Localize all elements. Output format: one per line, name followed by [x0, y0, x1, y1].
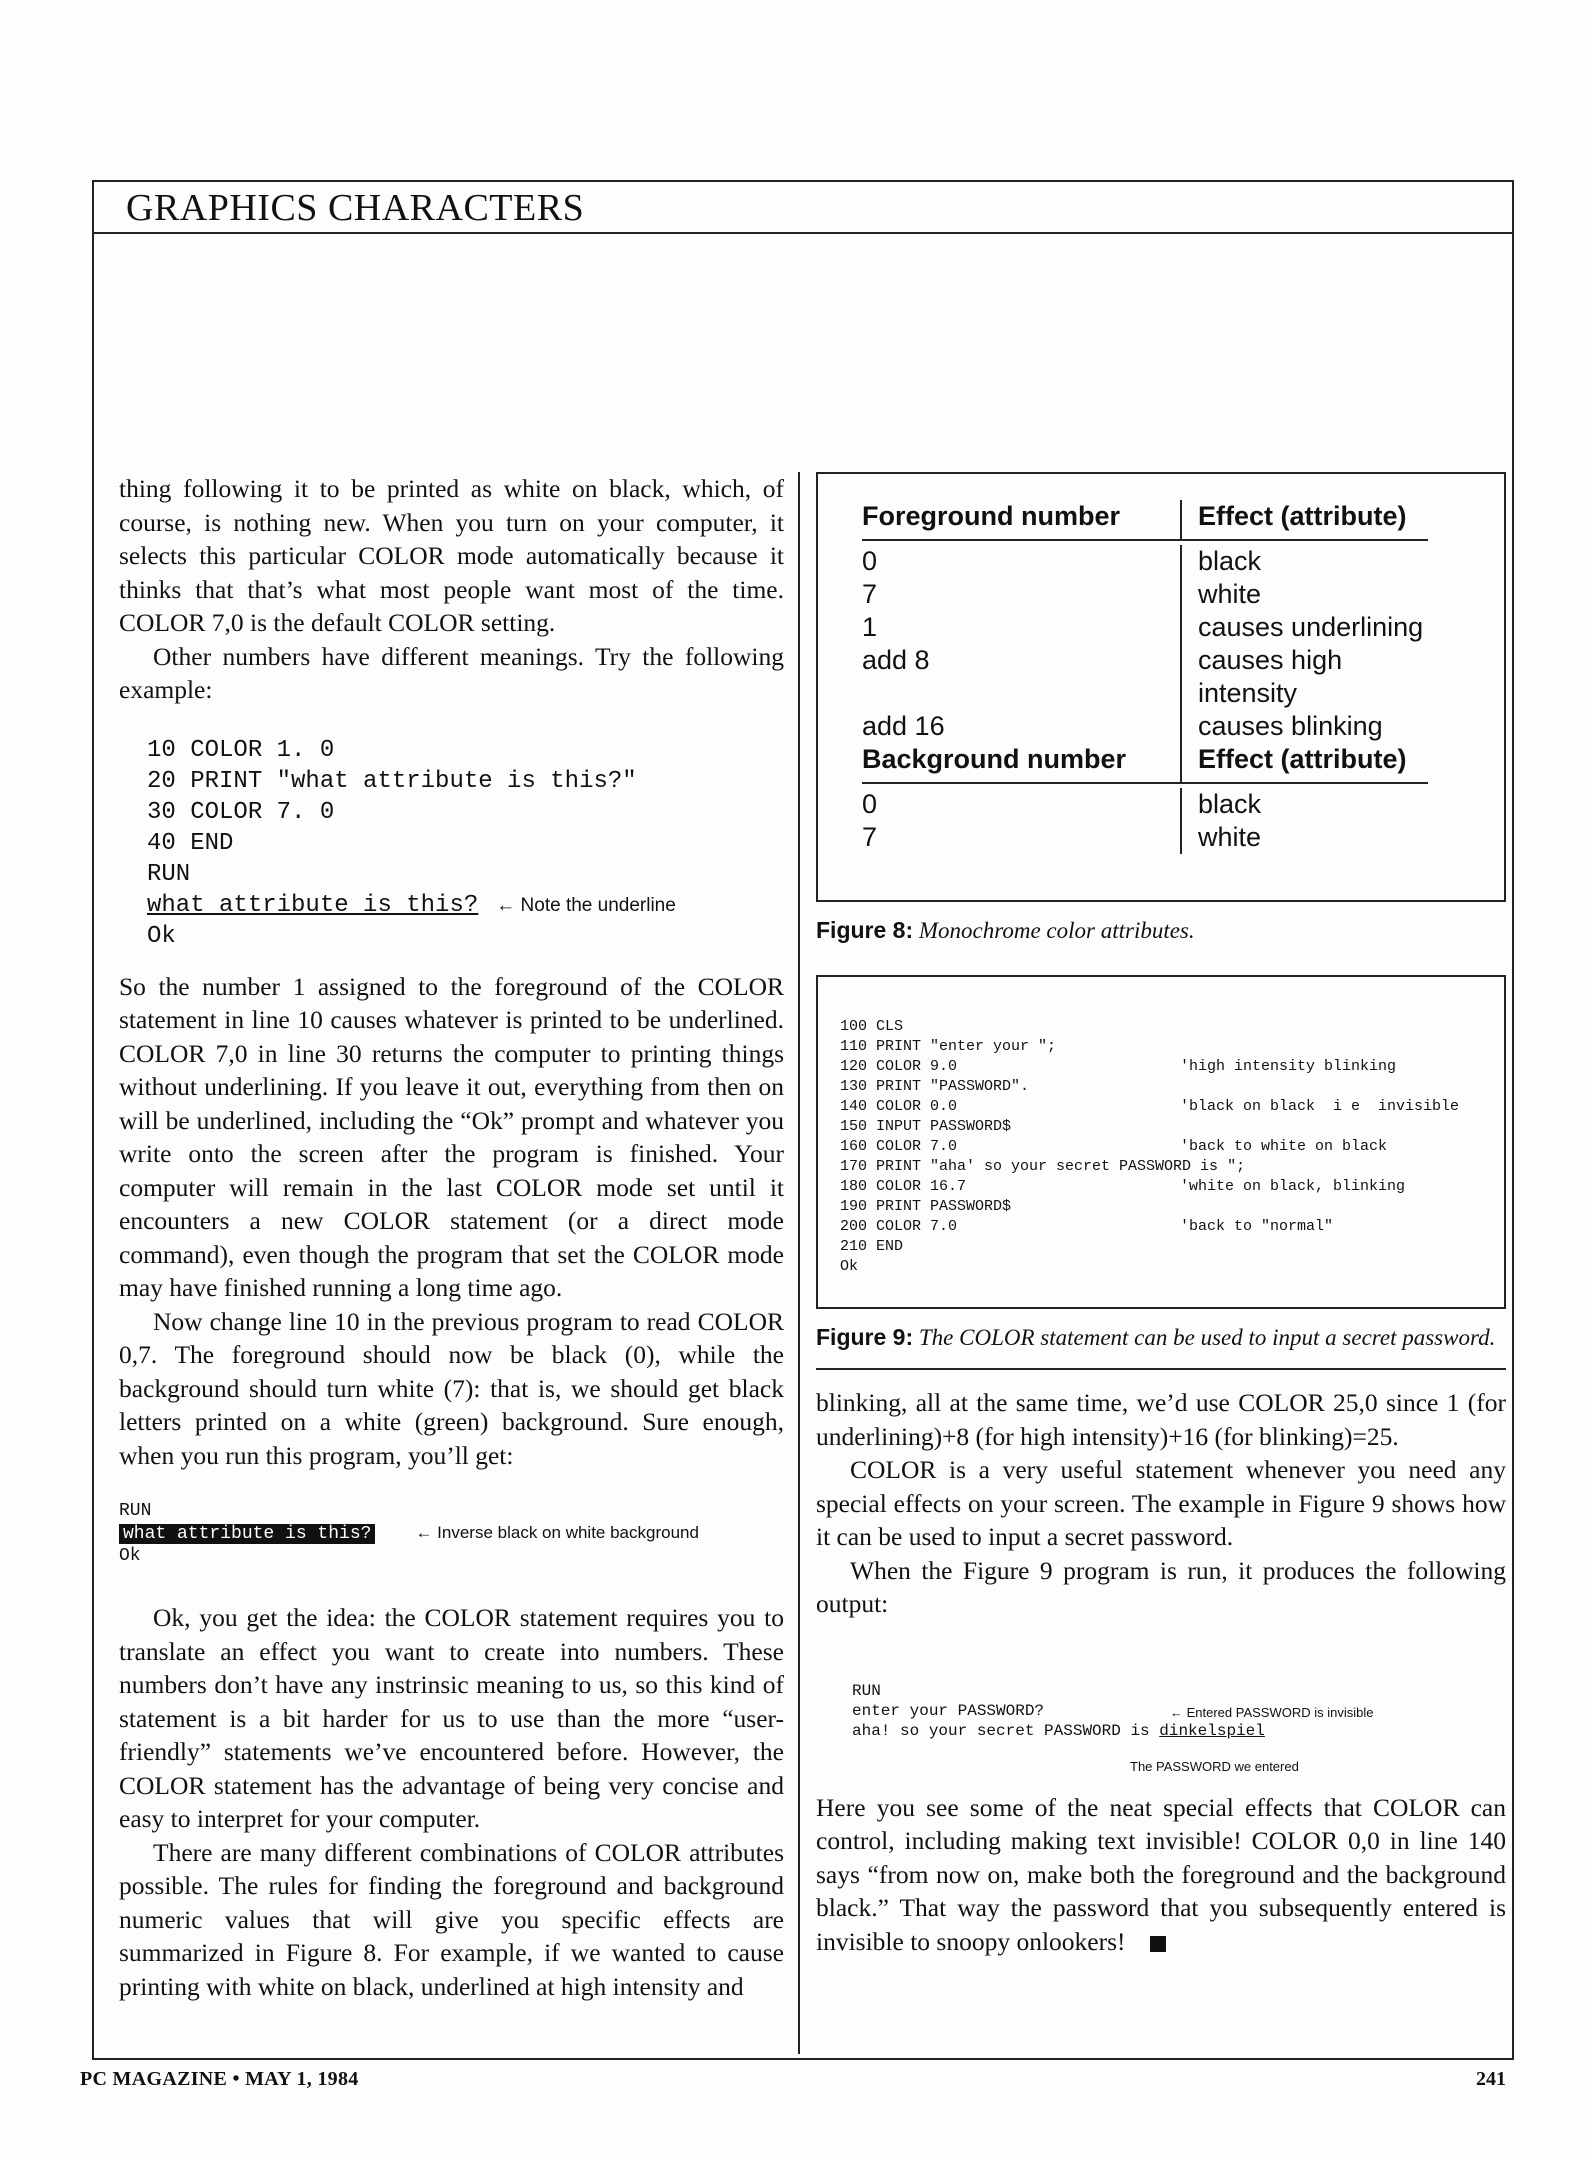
table-cell: add 8: [862, 645, 930, 675]
attribute-table: [862, 500, 1428, 854]
code-line: [840, 1177, 1459, 1197]
code-text: 160 COLOR 7.0: [840, 1138, 958, 1155]
code-line: [840, 1017, 1459, 1037]
code-line: [840, 1037, 1459, 1057]
paragraph: Now change line 10 in the previous program to read COLOR 0,7. The foreground should now be black (0), while the background should turn white (7): that is, we should get black letters printed on a white (green) background. Sure enough, when you run this program, you’ll get:: [119, 1306, 784, 1470]
code-text: 100 CLS: [840, 1018, 904, 1035]
code-line: Ok: [147, 922, 176, 950]
table-row: [862, 611, 1428, 644]
code-comment: 'black on black i e invisible: [1180, 1098, 1460, 1115]
paragraph: thing following it to be printed as white on black, which, of course, is nothing new. When you turn on your computer, it selects this particular COLOR mode automatically because it thinks that that’s what most people want most of the time. COLOR 7,0 is the default COLOR setting.: [119, 474, 784, 637]
right-body-text: [816, 1791, 1506, 1959]
section-rule: [816, 1368, 1506, 1370]
code-line: [840, 1097, 1459, 1117]
footer-publication: PC MAGAZINE • MAY 1, 1984: [80, 2068, 359, 2090]
caption-text: Monochrome color attributes.: [918, 918, 1195, 943]
underlined-output: what attribute is this?: [147, 891, 479, 919]
table-header-row: [862, 500, 1428, 545]
paragraph-text: Here you see some of the neat special effects that COLOR can control, including making text invisible! COLOR 0,0 in line 140 says “from now on, make both the foreground and the background black.” That way the password that you subsequently entered is invisible to snoopy onlookers!: [816, 1792, 1506, 1956]
table-row: [862, 788, 1428, 821]
code-text: 170 PRINT "aha' so your secret PASSWORD is ";: [840, 1158, 1246, 1175]
caption-text: The COLOR statement can be used to input a secret password.: [918, 1325, 1496, 1350]
code-line: [840, 1217, 1459, 1237]
code-line: RUN: [147, 860, 191, 888]
paragraph: Ok, you get the idea: the COLOR statement requires you to translate an effect you want to create into numbers. These numbers don’t have any instrinsic meaning to us, so this kind of statement is a bit harder for us to use than the more “user-friendly” statements we’ve encountered before. However, the COLOR statement has the advantage of being very concise and easy to interpret for your computer.: [119, 1603, 784, 1833]
code-line: RUN: [119, 1501, 152, 1521]
code-line: Ok: [119, 1546, 141, 1566]
code-text: 200 COLOR 7.0: [840, 1218, 958, 1235]
table-row: [862, 644, 1428, 710]
page-frame: [92, 180, 1514, 2060]
code-comment: 'back to "normal": [1180, 1218, 1334, 1235]
annotation-note: ← Note the underline: [496, 894, 676, 916]
output-line: RUN: [852, 1681, 881, 1700]
code-line: [840, 1117, 1459, 1137]
output-text: aha! so your secret PASSWORD is: [852, 1721, 1160, 1740]
left-column: [119, 472, 784, 2003]
code-line: 10 COLOR 1. 0: [147, 736, 335, 764]
table-row: [862, 710, 1428, 743]
program-listing: [840, 1017, 1459, 1277]
footer-page-number: 241: [1476, 2068, 1506, 2090]
annotation-note: The PASSWORD we entered: [1130, 1758, 1299, 1774]
code-comment: 'white on black, blinking: [1180, 1178, 1406, 1195]
code-example-inverse: [119, 1500, 784, 1567]
code-line: 20 PRINT "what attribute is this?": [147, 767, 637, 795]
table-row: [862, 821, 1428, 854]
annotation-note: ← Entered PASSWORD is invisible: [1170, 1704, 1374, 1720]
code-text: 120 COLOR 9.0: [840, 1058, 958, 1075]
annotation-note: ← Inverse black on white background: [415, 1523, 699, 1542]
table-cell: add 16: [862, 711, 945, 741]
table-header-cell: Background number: [862, 743, 1180, 784]
right-body-text: [816, 1386, 1506, 1621]
code-comment: 'back to white on black: [1180, 1138, 1388, 1155]
table-row: [862, 545, 1428, 578]
code-line: [840, 1057, 1459, 1077]
section-title: GRAPHICS CHARACTERS: [126, 187, 585, 229]
code-comment: 'high intensity blinking: [1180, 1058, 1397, 1075]
figure-9-caption: [816, 1321, 1506, 1354]
end-of-article-icon: [1150, 1936, 1166, 1952]
code-line: [840, 1197, 1459, 1217]
table-cell: white: [1180, 578, 1428, 611]
table-cell: white: [1180, 821, 1428, 854]
caption-label: Figure 9:: [816, 1324, 914, 1350]
code-text: 140 COLOR 0.0: [840, 1098, 958, 1115]
table-cell: causes blinking: [1180, 710, 1428, 743]
table-header-cell: Foreground number: [862, 500, 1180, 541]
table-row: [862, 578, 1428, 611]
paragraph: COLOR is a very useful statement whenever you need any special effects on your screen. The example in Figure 9 shows how it can be used to input a secret password.: [816, 1455, 1506, 1551]
paragraph: blinking, all at the same time, we’d use COLOR 25,0 since 1 (for underlining)+8 (for high intensity)+16 (for blinking)=25.: [816, 1388, 1506, 1451]
code-line: [840, 1077, 1459, 1097]
table-header-row: [862, 743, 1428, 788]
code-line: [840, 1157, 1459, 1177]
code-line: [147, 890, 784, 921]
code-line: [840, 1137, 1459, 1157]
code-line: 30 COLOR 7. 0: [147, 798, 335, 826]
figure-8-caption: [816, 914, 1506, 947]
figure-8-box: [816, 472, 1506, 902]
table-header-cell: Effect (attribute): [1180, 743, 1428, 784]
code-text: Ok: [840, 1258, 859, 1275]
paragraph: There are many different combinations of COLOR attributes possible. The rules for finding the foreground and background numeric values that will give you specific effects are summarized in Figure 8. For example, if we wanted to cause printing with white on black, underlined at high intensity and: [119, 1837, 784, 2001]
code-line: [840, 1237, 1459, 1257]
table-cell: causes underlining: [1180, 611, 1428, 644]
table-cell: black: [1180, 545, 1428, 578]
table-cell: causes high intensity: [1180, 644, 1428, 710]
code-text: 210 END: [840, 1238, 904, 1255]
code-text: 150 INPUT PASSWORD$: [840, 1118, 1012, 1135]
output-line: enter your PASSWORD?: [852, 1701, 1045, 1720]
table-cell: 7: [862, 822, 878, 852]
column-divider: [798, 472, 800, 2054]
table-cell: 0: [862, 789, 878, 819]
code-text: 180 COLOR 16.7: [840, 1178, 967, 1195]
caption-label: Figure 8:: [816, 917, 914, 943]
program-output: [852, 1681, 1506, 1791]
header-bar: [94, 182, 1512, 234]
paragraph: So the number 1 assigned to the foreground of the COLOR statement in line 10 causes whatever is printed to be underlined. COLOR 7,0 in line 30 returns the computer to printing things without underlining. If you leave it out, everything from then on will be underlined, including the “Ok” prompt and whatever you write onto the screen after the program is finished. Your computer will remain in the last COLOR mode set until it encounters a new COLOR statement (or a direct mode command), even though the program that set the COLOR mode may have finished running a long time ago.: [119, 971, 784, 1302]
code-line: [119, 1522, 784, 1545]
table-header-cell: Effect (attribute): [1180, 500, 1428, 541]
right-column: [816, 472, 1506, 1958]
table-cell: 1: [862, 612, 878, 642]
code-text: 190 PRINT PASSWORD$: [840, 1198, 1012, 1215]
figure-9-box: [816, 975, 1506, 1309]
code-text: 110 PRINT "enter your ";: [840, 1038, 1057, 1055]
inverse-output: what attribute is this?: [119, 1524, 375, 1544]
code-example-underline: [147, 735, 784, 952]
paragraph: When the Figure 9 program is run, it produces the following output:: [816, 1555, 1506, 1618]
paragraph: Other numbers have different meanings. Try the following example:: [119, 641, 784, 704]
code-line: [840, 1257, 1459, 1277]
password-value: dinkelspiel: [1159, 1721, 1265, 1740]
table-cell: 7: [862, 579, 878, 609]
table-cell: 0: [862, 546, 878, 576]
paragraph: [816, 1791, 1506, 1959]
output-line: [852, 1721, 1506, 1741]
table-cell: black: [1180, 788, 1428, 821]
code-text: 130 PRINT "PASSWORD".: [840, 1078, 1030, 1095]
code-line: 40 END: [147, 829, 234, 857]
